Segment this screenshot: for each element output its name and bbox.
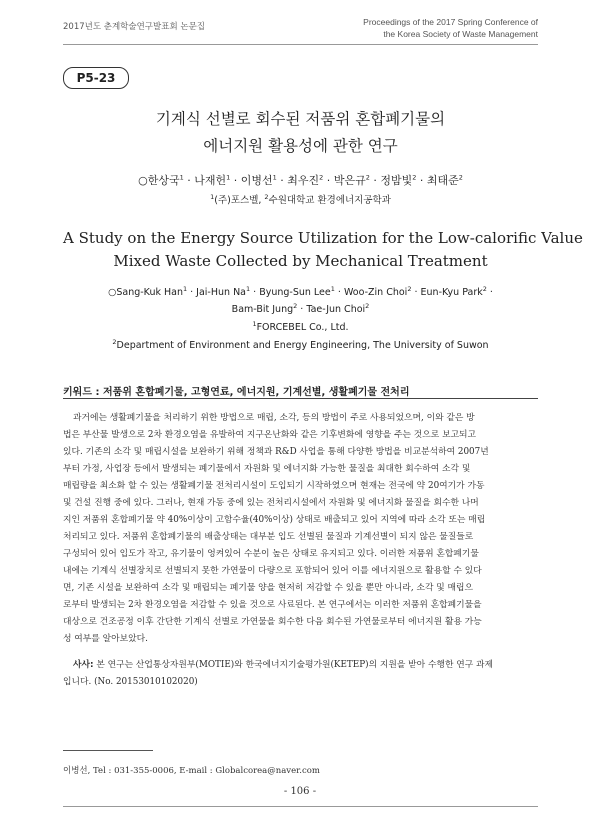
english-affiliation-2-row <box>63 337 538 355</box>
affil-mark: 2 <box>293 301 298 310</box>
affil-mark: 2 <box>482 284 487 293</box>
author-separator: · <box>323 174 334 187</box>
author-separator: · <box>250 287 260 298</box>
author-name: Tae-Jun Choi <box>306 304 366 315</box>
author-separator: · <box>411 287 421 298</box>
running-header-right-line2: the Korea Society of Waste Management <box>383 29 538 39</box>
footnote-contact: 이병선, Tel : 031-355-0006, E-mail : Globalcorea@naver.com <box>63 766 320 776</box>
korean-title-line2: 에너지원 활용성에 관한 연구 <box>203 137 398 155</box>
affil-mark: 1 <box>272 173 277 182</box>
running-header-right <box>298 16 538 40</box>
body-line: 성 여부를 알아보았다. <box>63 634 148 644</box>
author-name: 최태준 <box>426 174 459 187</box>
affil-mark: 1 <box>252 319 257 328</box>
author-name: 정밤빛 <box>380 174 413 187</box>
body-line: 매립량을 최소화 할 수 있는 생활폐기물 전처리시설이 도입되기 시작하였으며 현재는 전국에 약 20여기가 가동 <box>63 481 485 491</box>
english-affiliations <box>63 319 538 355</box>
english-title-line2: Mixed Waste Collected by Mechanical Treatment <box>113 252 488 270</box>
keywords: 키워드 : 저품위 혼합폐기물, 고형연료, 에너지원, 기계선별, 생활폐기물 전처리 <box>63 387 410 398</box>
body-line: 과거에는 생활폐기물을 처리하기 위한 방법으로 매립, 소각, 등의 방법이 주로 사용되었으며, 이와 같은 방 <box>73 413 475 423</box>
acknowledgment-line1 <box>63 657 538 674</box>
english-author-list <box>63 284 538 318</box>
author-separator: · <box>486 287 493 298</box>
korean-affiliation-1: (주)포스벨, <box>214 195 262 206</box>
author-name: 이병선 <box>240 174 273 187</box>
affil-mark: 1 <box>246 284 251 293</box>
author-name: 나재헌 <box>194 174 227 187</box>
author-name: Eun-Kyu Park <box>420 287 483 298</box>
author-separator: · <box>297 304 307 315</box>
affil-mark: 2 <box>319 173 324 182</box>
keywords-rule <box>63 398 538 399</box>
acknowledgment-label: 사사: <box>73 660 94 670</box>
author-name: ○Sang-Kuk Han <box>108 287 183 298</box>
korean-author-list <box>63 172 538 188</box>
english-title-line1: A Study on the Energy Source Utilization for the Low-calorific Value <box>63 229 583 247</box>
affil-mark: 2 <box>365 301 370 310</box>
running-header-left: 2017년도 춘계학술연구발표회 논문집 <box>63 22 205 32</box>
affil-mark: 1 <box>226 173 231 182</box>
author-separator: · <box>334 287 344 298</box>
body-line: 로부터 발생되는 2차 환경오염을 저감할 수 있을 것으로 사료된다. 본 연구에서는 이러한 저품위 혼합폐기물을 <box>63 600 482 610</box>
english-author-line2 <box>63 301 538 318</box>
body-line: 처리되고 있다. 저품위 혼합폐기물의 배출상태는 대부분 입도 선별된 물질과 기계선별이 되지 않은 물질들로 <box>63 532 474 542</box>
affil-mark: 1 <box>210 192 215 201</box>
english-affiliation-2: Department of Environment and Energy Engineering, The University of Suwon <box>116 340 489 351</box>
author-name: Byung-Sun Lee <box>259 287 331 298</box>
affil-mark: 2 <box>458 173 463 182</box>
author-separator: · <box>276 174 288 187</box>
footnote-rule <box>63 750 153 751</box>
body-line: 법은 부산물 발생으로 2차 환경오염을 유발하여 지구온난화와 같은 기후변화에 영향을 주는 것으로 보고되고 <box>63 430 477 440</box>
paper-id-badge: P5-23 <box>63 67 129 89</box>
author-separator: · <box>183 174 195 187</box>
running-header-right-line1: Proceedings of the 2017 Spring Conference of <box>363 17 538 27</box>
affil-mark: 2 <box>112 337 117 346</box>
author-separator: · <box>187 287 197 298</box>
affil-mark: 2 <box>407 284 412 293</box>
affil-mark: 2 <box>264 192 269 201</box>
affil-mark: 1 <box>179 173 184 182</box>
korean-title <box>63 106 538 160</box>
author-name: Jai-Hun Na <box>196 287 246 298</box>
author-name: ○한상국 <box>138 174 180 187</box>
korean-affiliations <box>63 192 538 206</box>
english-affiliation-1: FORCEBEL Co., Ltd. <box>256 322 349 333</box>
author-name: Woo-Zin Choi <box>343 287 408 298</box>
affil-mark: 1 <box>182 284 188 293</box>
author-separator: · <box>230 174 241 187</box>
english-title <box>63 227 583 273</box>
affil-mark: 2 <box>412 173 417 182</box>
english-author-line1 <box>63 284 538 301</box>
author-separator: · <box>369 174 381 187</box>
affil-mark: 2 <box>365 173 370 182</box>
author-name: Bam-Bit Jung <box>231 304 294 315</box>
body-line: 구성되어 있어 입도가 작고, 유기물이 엉켜있어 수분이 높은 상태로 유지되고 있다. 이러한 저품위 혼합폐기물 <box>63 549 479 559</box>
affil-mark: 1 <box>330 284 335 293</box>
korean-affiliation-2: 수원대학교 환경에너지공학과 <box>268 195 391 206</box>
acknowledgment <box>63 657 538 691</box>
english-affiliation-1-row <box>63 319 538 337</box>
page-number: - 106 - <box>283 786 317 797</box>
acknowledgment-text1: 본 연구는 산업통상자원부(MOTIE)와 한국에너지기술평가원(KETEP)의 지원을 받아 수행한 연구 과제 <box>96 660 494 670</box>
author-name: 박은규 <box>333 174 366 187</box>
author-separator: · <box>416 174 427 187</box>
body-line: 면, 기존 시설을 보완하여 소각 및 매립되는 폐기물 양을 현저히 저감할 수 있을 뿐만 아니라, 소각 및 매립으 <box>63 583 474 593</box>
body-line: 부터 가정, 사업장 등에서 발생되는 폐기물에서 자원화 및 에너지화 가능한 물질을 최대한 회수하여 소각 및 <box>63 464 471 474</box>
abstract-body <box>63 410 538 648</box>
author-name: 최우진 <box>287 174 320 187</box>
body-line: 있다. 기존의 소각 및 매립시설을 보완하기 위해 정책과 R&D 사업을 통해 다양한 방법을 비교분석하여 2007년 <box>63 447 489 457</box>
acknowledgment-line2: 입니다. (No. 20153010102020) <box>63 677 198 687</box>
korean-title-line1: 기계식 선별로 회수된 저품위 혼합폐기물의 <box>155 110 446 128</box>
body-line: 및 건설 진행 중에 있다. 그러나, 현재 가동 중에 있는 전처리시설에서 자원화 및 에너지화 물질을 회수한 나머 <box>63 498 479 508</box>
body-line: 내에는 기계식 선별장치로 선별되지 못한 가연물이 다량으로 포함되어 있어 이를 에너지원으로 활용할 수 있다 <box>63 566 482 576</box>
footer-rule <box>63 806 538 807</box>
body-line: 대상으로 건조공정 이후 간단한 기계식 선별로 가연물을 회수한 다음 회수된 가연물로부터 에너지원 활용 가능 <box>63 617 482 627</box>
header-rule <box>63 44 538 45</box>
body-line: 지인 저품위 혼합폐기물 약 40%이상이 고함수율(40%이상) 상태로 배출되고 있어 지역에 따라 소각 또는 매립 <box>63 515 486 525</box>
